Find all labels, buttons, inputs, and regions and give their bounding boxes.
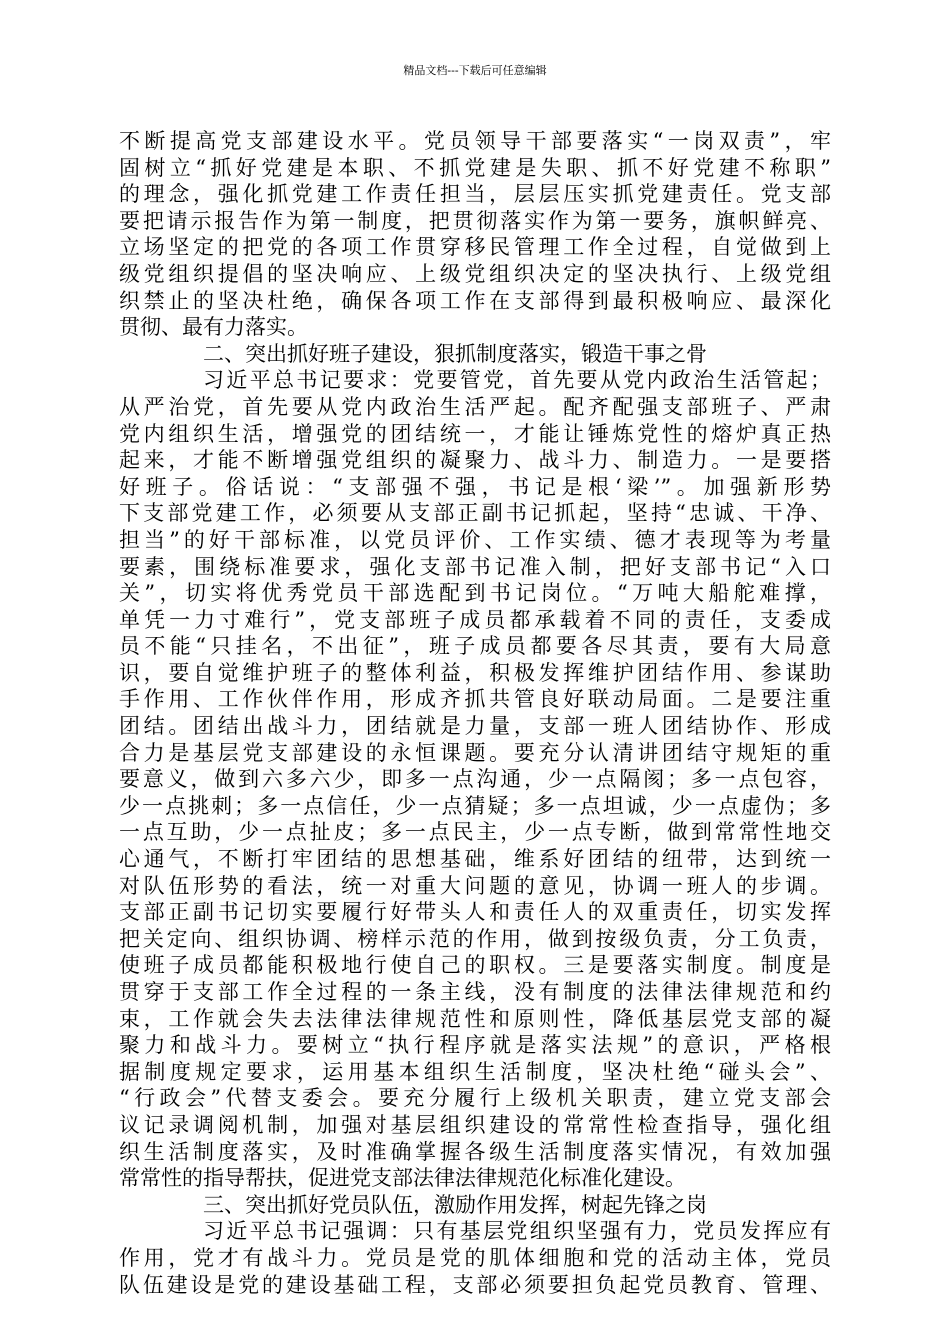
body-line: 少一点挑刺；多一点信任，少一点猜疑；多一点坦诚，少一点虚伪；多 (119, 793, 831, 818)
body-line: 手作用、工作伙伴作用，形成齐抓共管良好联动局面。二是要注重 (119, 687, 831, 712)
body-line: 束，工作就会失去法律法律规范性和原则性，降低基层党支部的凝 (119, 1006, 831, 1031)
body-line: 议记录调阅机制，加强对基层组织建设的常常性检查指导，强化组 (119, 1112, 831, 1137)
body-line: 队伍建设是党的建设基础工程，支部必须要担负起党员教育、管理、 (119, 1272, 831, 1297)
body-line: 支部正副书记切实要履行好带头人和责任人的双重责任，切实发挥 (119, 900, 831, 925)
body-line: 党内组织生活，增强党的团结统一，才能让锤炼党性的熔炉真正热 (119, 421, 831, 446)
body-line: 的理念，强化抓党建工作责任担当，层层压实抓党建责任。党支部 (119, 182, 831, 207)
body-line: 不断提高党支部建设水平。党员领导干部要落实“一岗双责”，牢 (119, 129, 831, 153)
body-line: 下支部党建工作，必须要从支部正副书记抓起，坚持“忠诚、干净、 (119, 501, 831, 526)
body-line: 使班子成员都能积极地行使自己的职权。三是要落实制度。制度是 (119, 953, 831, 978)
body-line: 担当”的好干部标准，以党员评价、工作实绩、德才表现等为考量 (119, 527, 831, 552)
body-line: 习近平总书记要求：党要管党，首先要从党内政治生活管起； (203, 368, 831, 393)
body-line: 对队伍形势的看法，统一对重大问题的意见，协调一班人的步调。 (119, 873, 831, 898)
body-line: 要意义，做到六多六少，即多一点沟通，少一点隔阂；多一点包容， (119, 767, 831, 792)
body-line: 团结。团结出战斗力，团结就是力量，支部一班人团结协作、形成 (119, 714, 831, 739)
body-line: 作用，党才有战斗力。党员是党的肌体细胞和党的活动主体，党员 (119, 1245, 831, 1270)
body-line: 员不能“只挂名，不出征”，班子成员都要各尽其责，要有大局意 (119, 634, 831, 659)
body-line: 习近平总书记强调：只有基层党组织坚强有力，党员发挥应有 (203, 1219, 831, 1244)
body-line: 立场坚定的把党的各项工作贯穿移民管理工作全过程，自觉做到上 (119, 235, 831, 260)
body-line: 合力是基层党支部建设的永恒课题。要充分认清讲团结守规矩的重 (119, 740, 831, 765)
body-line: 贯穿于支部工作全过程的一条主线，没有制度的法律法律规范和约 (119, 980, 831, 1004)
body-line: 起来，才能不断增强党组织的凝聚力、战斗力、制造力。一是要搭 (119, 448, 831, 473)
body-line: 关”，切实将优秀党员干部选配到书记岗位。“万吨大船舵难撑， (119, 581, 831, 606)
body-line: 据制度规定要求，运用基本组织生活制度，坚决杜绝“碰头会”、 (119, 1059, 831, 1084)
page-header: 精品文档---下载后可任意编辑 (403, 64, 547, 77)
body-line: 织禁止的坚决杜绝，确保各项工作在支部得到最积极响应、最深化 (119, 288, 831, 313)
body-line: 级党组织提倡的坚决响应、上级党组织决定的坚决执行、上级党组 (119, 261, 831, 286)
body-line: 要把请示报告作为第一制度，把贯彻落实作为第一要务，旗帜鲜亮、 (119, 208, 831, 233)
body-line: 识，要自觉维护班子的整体利益，积极发挥维护团结作用、参谋助 (119, 660, 831, 685)
body-line: 聚力和战斗力。要树立“执行程序就是落实法规”的意识，严格根 (119, 1033, 831, 1058)
body-line: “行政会”代替支委会。要充分履行上级机关职责，建立党支部会 (119, 1086, 831, 1111)
body-line: 把关定向、组织协调、榜样示范的作用，做到按级负责，分工负责， (119, 926, 831, 951)
body-line: 固树立“抓好党建是本职、不抓党建是失职、抓不好党建不称职” (119, 155, 831, 180)
body-line: 好班子。俗话说：“支部强不强，书记是根‘梁’”。加强新形势 (119, 474, 831, 499)
body-line: 一点互助，少一点扯皮；多一点民主，少一点专断，做到常常性地交 (119, 820, 831, 845)
body-line: 常常性的指导帮扶，促进党支部法律法律规范化标准化建设。 (119, 1166, 686, 1191)
body-line: 织生活制度落实，及时准确掌握各级生活制度落实情况，有效加强 (119, 1139, 831, 1164)
document-body (119, 128, 831, 1298)
section-heading-2: 二、突出抓好班子建设，狠抓制度落实，锻造干事之骨 (203, 341, 707, 366)
section-heading-3: 三、突出抓好党员队伍，激励作用发挥，树起先锋之岗 (203, 1192, 707, 1217)
body-line: 单凭一力寸难行”，党支部班子成员都承载着不同的责任，支委成 (119, 607, 831, 632)
body-line: 心通气，不断打牢团结的思想基础，维系好团结的纽带，达到统一 (119, 847, 831, 872)
body-line: 要素，围绕标准要求，强化支部书记准入制，把好支部书记“入口 (119, 554, 831, 579)
body-line: 从严治党，首先要从党内政治生活严起。配齐配强支部班子、严肃 (119, 394, 831, 419)
body-line: 贯彻、最有力落实。 (119, 315, 308, 340)
